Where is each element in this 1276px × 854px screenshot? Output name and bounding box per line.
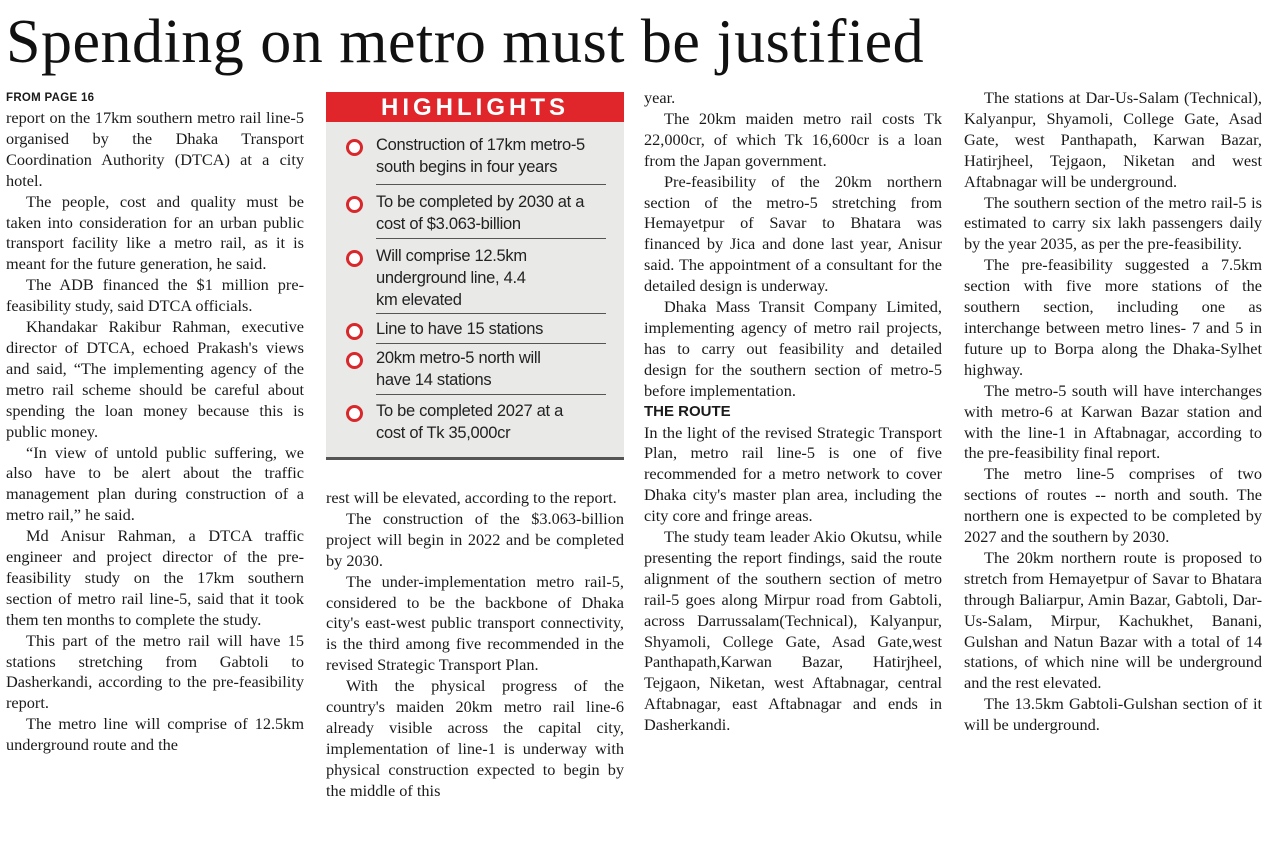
divider	[376, 184, 606, 185]
paragraph: rest will be elevated, according to the report.	[326, 488, 617, 507]
paragraph: The 13.5km Gabtoli-Gulshan section of it will be underground.	[964, 694, 1262, 735]
paragraph: This part of the metro rail will have 15 stations stretching from Gabtoli to Dasherkandi, according to the pre-feasibility report.	[6, 630, 304, 713]
paragraph: With the physical progress of the country's maiden 20km metro rail line-6 already visible across the capital city, implementation of line-1 is underway with physical construction expected to begin by the middle of this	[326, 676, 624, 800]
bullet-icon	[346, 250, 363, 267]
highlight-text: Construction of 17km metro-5 south begins in four years	[376, 136, 585, 176]
bullet-icon	[346, 196, 363, 213]
headline: Spending on metro must be justified	[6, 8, 925, 76]
divider	[376, 238, 606, 239]
paragraph: The metro line will comprise of 12.5km underground route and the	[6, 714, 304, 755]
paragraph: The construction of the $3.063-billion project will begin in 2022 and be completed by 2030.	[326, 508, 624, 570]
paragraph: report on the 17km southern metro rail line-5 organised by the Dhaka Transport Coordination Authority (DTCA) at a city hotel.	[6, 108, 304, 190]
divider	[376, 343, 606, 344]
highlight-text: To be completed 2027 at a cost of Tk 35,000cr	[376, 402, 563, 442]
bullet-icon	[346, 139, 363, 156]
paragraph: Khandakar Rakibur Rahman, executive director of DTCA, echoed Prakash's views and said, “The implementing agency of the metro rail scheme should be careful about spending the loan money because this is public money.	[6, 317, 304, 441]
paragraph: The pre-feasibility suggested a 7.5km section with five more stations of the southern section, including one as interchange between metro lines- 7 and 5 in future up to Borpa along the Dhaka-Sylhet highway.	[964, 255, 1262, 379]
highlight-text: 20km metro-5 north will have 14 stations	[376, 349, 541, 389]
paragraph: The metro-5 south will have interchanges with metro-6 at Karwan Bazar station and with the line-1 in Aftabnagar, according to the pre-feasibility final report.	[964, 380, 1262, 463]
article-column-4	[964, 88, 1262, 850]
article-column-3	[644, 88, 942, 850]
bullet-icon	[346, 352, 363, 369]
bullet-icon	[346, 405, 363, 422]
divider	[376, 394, 606, 395]
paragraph: The southern section of the metro rail-5 is estimated to carry six lakh passengers daily by the year 2035, as per the pre-feasibility.	[964, 192, 1262, 254]
highlights-box	[326, 92, 624, 460]
paragraph: Dhaka Mass Transit Company Limited, implementing agency of metro rail projects, has to carry out feasibility and detailed design for the southern section of metro-5 before implementation.	[644, 297, 942, 400]
paragraph: The under-implementation metro rail-5, considered to be the backbone of Dhaka city's east-west public transport connectivity, is the third among five recommended in the revised Strategic Transport Plan.	[326, 571, 624, 675]
paragraph: The people, cost and quality must be taken into consideration for an urban public transport facility like a metro rail, as it is meant for the future generation, he said.	[6, 191, 304, 274]
article-column-2	[326, 488, 624, 850]
paragraph: Pre-feasibility of the 20km northern section of the metro-5 stretching from Hemayetpur of Savar to Bhatara was financed by Jica and done last year, Anisur said. The appointment of a consultant for the detailed design is underway.	[644, 171, 942, 296]
paragraph: year.	[644, 88, 676, 107]
highlight-text: Will comprise 12.5km underground line, 4.4 km elevated	[376, 247, 527, 309]
paragraph: The study team leader Akio Okutsu, while presenting the report findings, said the route alignment of the southern section of metro rail-5 goes along Mirpur road from Gabtoli, across Darrussalam(Technical), Kalyanpur, Shyamoli, College Gate, Asad Gate,west Panthapath,Karwan Bazar, Hatirjheel, Tejgaon, Niketan, west Aftabnagar, central Aftabnagar, east Aftabnagar and ends in Dasherkandi.	[644, 527, 942, 735]
paragraph: The ADB financed the $1 million pre-feasibility study, said DTCA officials.	[6, 275, 304, 316]
paragraph: Md Anisur Rahman, a DTCA traffic engineer and project director of the pre-feasibility study on the 17km southern section of metro rail line-5, said that it took them ten months to complete the study.	[6, 526, 304, 629]
paragraph: The metro line-5 comprises of two sections of routes -- north and south. The northern one is expected to be completed by 2027 and the southern by 2030.	[964, 464, 1262, 547]
article-column-1	[6, 88, 304, 850]
continued-from-label: FROM PAGE 16	[6, 92, 95, 104]
bullet-icon	[346, 323, 363, 340]
paragraph: The 20km northern route is proposed to stretch from Hemayetpur of Savar to Bhatara through Baliarpur, Amin Bazar, Gabtoli, Dar-Us-Salam, Mirpur, Kachukhet, Banani, Gulshan and Natun Bazar with a total of 14 stations, of which nine will be underground and the rest elevated.	[964, 547, 1262, 693]
highlight-text: Line to have 15 stations	[376, 320, 544, 338]
highlights-title: HIGHLIGHTS	[326, 92, 624, 122]
divider	[376, 313, 606, 314]
paragraph: The 20km maiden metro rail costs Tk 22,000cr, of which Tk 16,600cr is a loan from the Japan government.	[644, 108, 942, 170]
section-subhead: THE ROUTE	[644, 402, 731, 420]
paragraph: “In view of untold public suffering, we also have to be alert about the traffic management plan during construction of a metro rail,” he said.	[6, 442, 304, 525]
paragraph: In the light of the revised Strategic Transport Plan, metro rail line-5 is one of five recommended for a metro network to cover Dhaka city's master plan area, including the city core and fringe areas.	[644, 422, 942, 526]
highlight-text: To be completed by 2030 at a cost of $3.063-billion	[376, 193, 585, 233]
paragraph: The stations at Dar-Us-Salam (Technical), Kalyanpur, Shyamoli, College Gate, Asad Gate, west Panthapath, Karwan Bazar, Hatirjheel, Tejgaon, Niketan and west Aftabnagar will be underground.	[964, 88, 1262, 191]
